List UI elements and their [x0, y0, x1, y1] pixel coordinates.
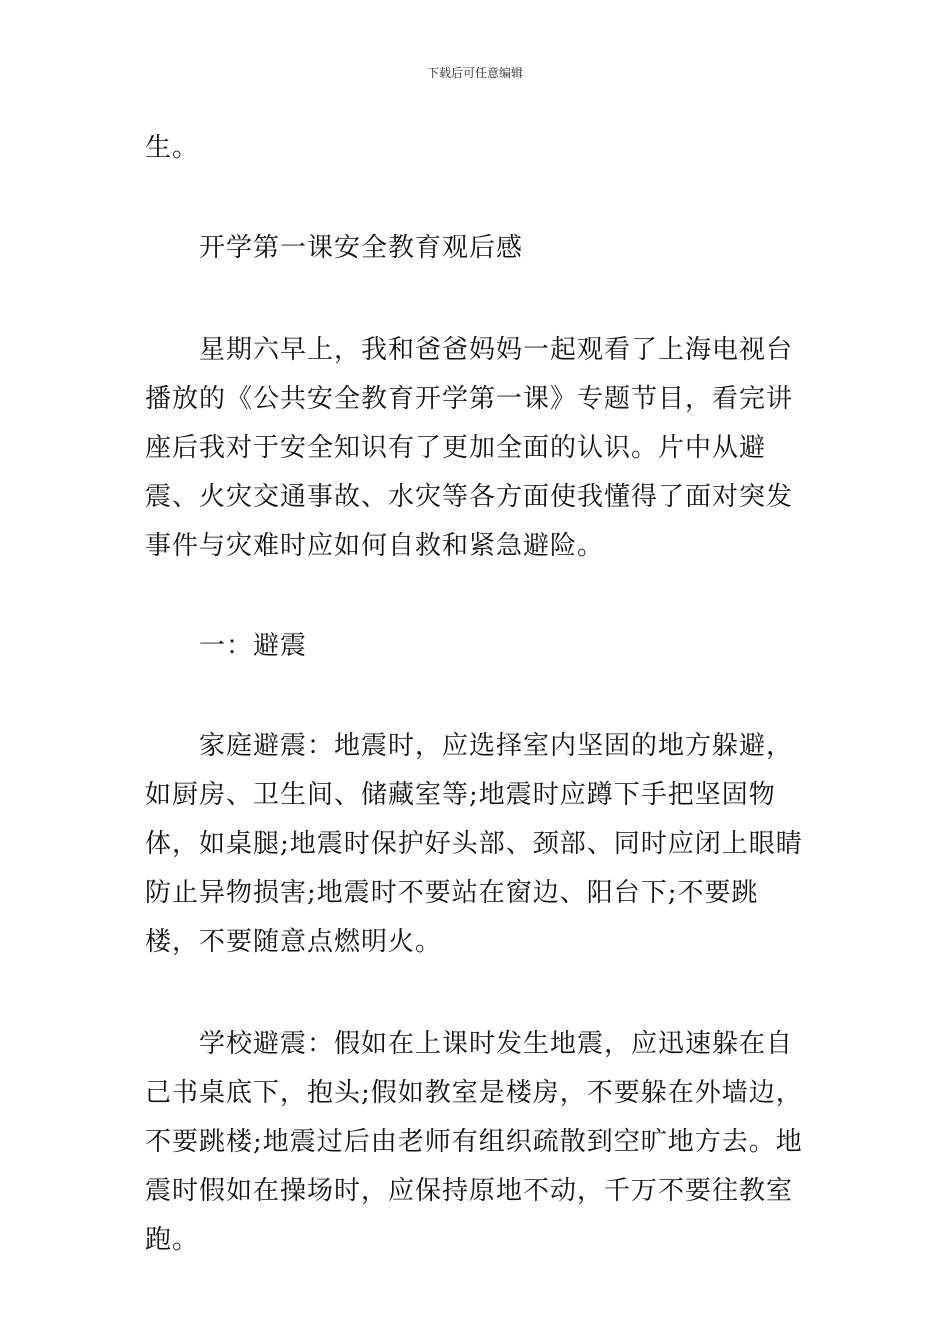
- paragraph-home-earthquake: 家庭避震：地震时，应选择室内坚固的地方躲避，如厨房、卫生间、储藏室等;地震时应蹲下手把坚固物体，如桌腿;地震时保护好头部、颈部、同时应闭上眼睛防止异物损害;地震时不要站在窗边、阳台下;不要跳楼，不要随意点燃明火。: [145, 731, 803, 957]
- subsection-heading: 一：避震: [199, 631, 308, 661]
- paragraph-continuation: 生。: [145, 133, 200, 163]
- paragraph-intro: 星期六早上，我和爸爸妈妈一起观看了上海电视台播放的《公共安全教育开学第一课》专题节目，看完讲座后我对于安全知识有了更加全面的认识。片中从避震、火灾交通事故、水灾等各方面使我懂得了面对突发事件与灾难时应如何自救和紧急避险。: [145, 335, 794, 561]
- page-header: 下载后可任意编辑: [426, 66, 523, 80]
- paragraph-school-earthquake: 学校避震：假如在上课时发生地震，应迅速躲在自己书桌底下，抱头;假如教室是楼房，不要躲在外墙边，不要跳楼;地震过后由老师有组织疏散到空旷地方去。地震时假如在操场时，应保持原地不动，千万不要往教室跑。: [145, 1029, 803, 1255]
- section-title: 开学第一课安全教育观后感: [199, 233, 524, 263]
